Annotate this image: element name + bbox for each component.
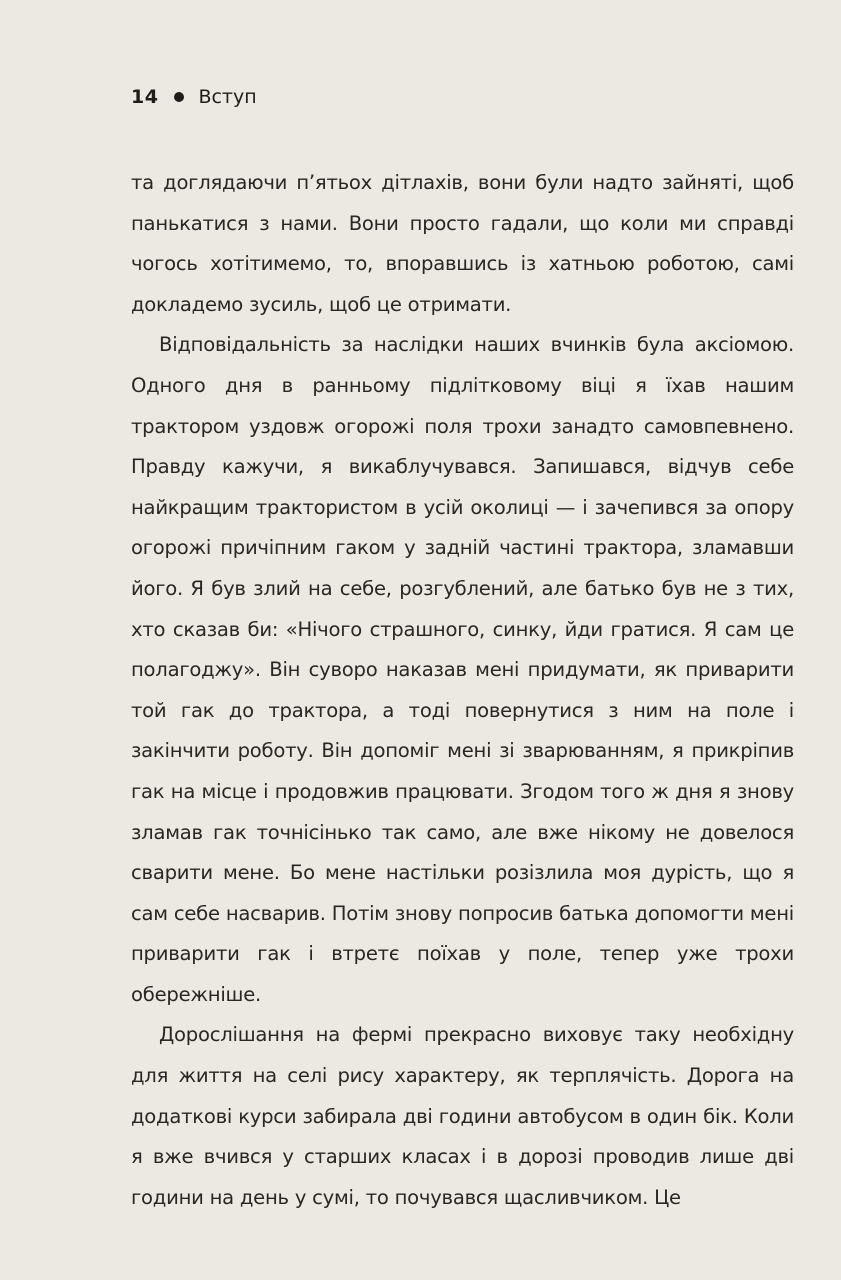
body-text — [131, 163, 794, 1218]
paragraph-continuation: та доглядаючи п’ятьох дітлахів, вони були надто зайняті, щоб панькатися з нами. Вони просто гадали, що коли ми справді чогось хотітимемо, то, впоравшись із хатньою роботою, самі докладемо зусиль, щоб це отримати. — [131, 171, 794, 316]
page-number: 14 — [131, 86, 159, 108]
paragraph: Дорослішання на фермі прекрасно виховує таку необхідну для життя на селі рису характеру, як терплячість. Дорога на додаткові курси забирала дві години автобусом в один бік. Коли я вже вчився у старших класах і в дорозі проводив лише дві години на день у сумі, то почувався щасливчиком. Це — [131, 1023, 794, 1209]
section-title: Вступ — [198, 86, 257, 108]
running-header — [131, 84, 257, 110]
paragraph: Відповідальність за наслідки наших вчинків була аксіомою. Одного дня в ранньому підлітковому віці я їхав нашим трактором уздовж огорожі поля трохи занадто самовпевнено. Правду кажучи, я викаблучувався. Запишався, відчув себе найкращим трактористом в усій околиці — і зачепився за опору огорожі причіпним гаком у задній частині трактора, зламавши його. Я був злий на себе, розгублений, але батько був не з тих, хто сказав би: «Нічого страшного, синку, йди гратися. Я сам це полагоджу». Він суворо наказав мені придумати, як приварити той гак до трактора, а тоді повернутися з ним на поле і закінчити роботу. Він допоміг мені зі зварюванням, я прикріпив гак на місце і продовжив працювати. Згодом того ж дня я знову зламав гак точнісінько так само, але вже нікому не довелося сварити мене. Бо мене настільки розізлила моя дурість, що я сам себе насварив. Потім знову попросив батька допомогти мені приварити гак і втретє поїхав у поле, тепер уже трохи обережніше. — [131, 333, 794, 1006]
bullet-separator-icon — [174, 92, 184, 102]
